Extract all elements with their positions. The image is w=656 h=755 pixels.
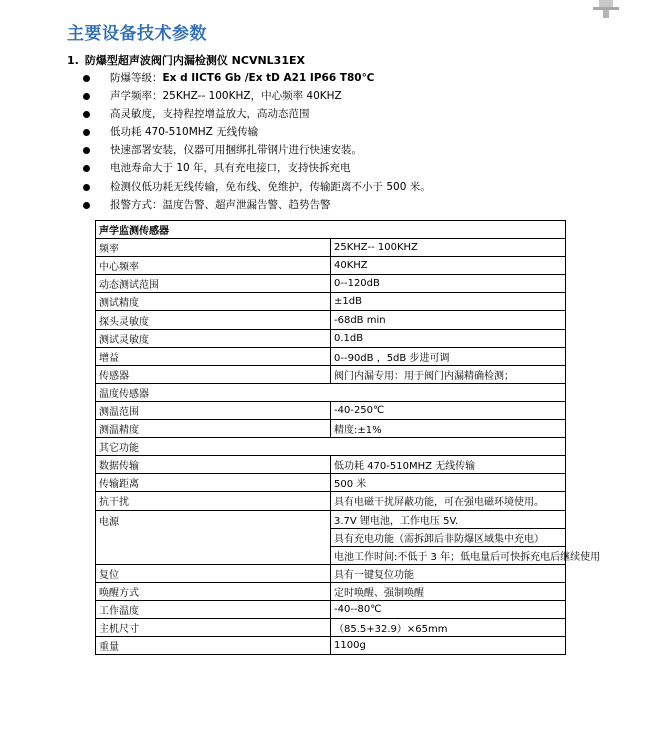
table-row <box>96 293 566 311</box>
param-value: 25KHZ-- 100KHZ <box>331 239 566 257</box>
param-label: 探头灵敏度 <box>96 311 331 329</box>
param-label: 电源 <box>96 510 331 564</box>
table-row <box>96 420 566 438</box>
table-row <box>96 564 566 582</box>
bullet-dot-icon <box>83 165 90 172</box>
feature-text: 报警方式：温度告警、超声泄漏告警、趋势告警 <box>110 198 331 211</box>
param-value: 3.7V 锂电池，工作电压 5V. <box>331 510 566 528</box>
param-label: 数据传输 <box>96 456 331 474</box>
section-title <box>67 52 305 68</box>
param-label: 重量 <box>96 637 331 655</box>
param-label: 测试精度 <box>96 293 331 311</box>
feature-text: 电池寿命大于 10 年，具有充电接口，支持快拆充电 <box>110 162 351 175</box>
param-value: 1100g <box>331 637 566 655</box>
table-title-row <box>96 221 566 239</box>
param-label: 唤醒方式 <box>96 582 331 600</box>
param-value: 40KHZ <box>331 257 566 275</box>
param-label: 测温范围 <box>96 401 331 419</box>
device-thumbnail-icon <box>593 0 619 18</box>
feature-text: 快速部署安装，仪器可用捆绑扎带钢片进行快速安装。 <box>110 144 362 157</box>
table-row <box>96 347 566 365</box>
param-label: 动态测试范围 <box>96 275 331 293</box>
param-label: 复位 <box>96 564 331 582</box>
param-value: 电池工作时间:不低于 3 年；低电量后可快拆充电后继续使用 <box>331 546 566 564</box>
section-number: 1. <box>67 54 79 67</box>
feature-value: Ex d IICT6 Gb /Ex tD A21 IP66 T80℃ <box>162 72 375 84</box>
feature-label: 声学频率： <box>110 90 163 103</box>
param-label: 传输距离 <box>96 474 331 492</box>
table-row <box>96 365 566 383</box>
table-section-label: 其它功能 <box>96 438 566 456</box>
feature-text: 检测仪低功耗无线传输，免布线、免维护，传输距离不小于 500 米。 <box>110 180 431 193</box>
table-row <box>96 492 566 510</box>
param-value: 具有充电功能（需拆卸后非防爆区域集中充电） <box>331 528 566 546</box>
param-value: 具有一键复位功能 <box>331 564 566 582</box>
feature-text: 低功耗 470-510MHZ 无线传输 <box>110 126 259 139</box>
param-value: -68dB min <box>331 311 566 329</box>
param-label: 工作温度 <box>96 600 331 618</box>
param-value: 阀门内漏专用：用于阀门内漏精确检测； <box>331 365 566 383</box>
table-row <box>96 582 566 600</box>
param-value: 具有电磁干扰屏蔽功能，可在强电磁环境使用。 <box>331 492 566 510</box>
feature-value: 25KHZ-- 100KHZ，中心频率 40KHZ <box>162 90 342 103</box>
param-value: 500 米 <box>331 474 566 492</box>
table-section-row <box>96 438 566 456</box>
param-value: 0--120dB <box>331 275 566 293</box>
bullet-dot-icon <box>83 202 90 209</box>
bullet-dot-icon <box>83 75 90 82</box>
feature-label: 防爆等级： <box>110 72 163 84</box>
section-title-text: 防爆型超声波阀门内漏检测仪 NCVNL31EX <box>84 54 305 67</box>
param-label: 测试灵敏度 <box>96 329 331 347</box>
table-row <box>96 311 566 329</box>
param-label: 频率 <box>96 239 331 257</box>
bullet-dot-icon <box>83 111 90 118</box>
table-row <box>96 474 566 492</box>
table-row <box>96 456 566 474</box>
table-title: 声学监测传感器 <box>96 221 566 239</box>
bullet-dot-icon <box>83 93 90 100</box>
param-value: 低功耗 470-510MHZ 无线传输 <box>331 456 566 474</box>
bullet-dot-icon <box>83 129 90 136</box>
param-value: ±1dB <box>331 293 566 311</box>
param-label: 中心频率 <box>96 257 331 275</box>
feature-text: 高灵敏度，支持程控增益放大，高动态范围 <box>110 108 310 121</box>
table-section-label: 温度传感器 <box>96 383 566 401</box>
spec-table <box>95 220 601 655</box>
param-label: 抗干扰 <box>96 492 331 510</box>
table-row <box>96 619 566 637</box>
param-value: -40--80℃ <box>331 600 566 618</box>
bullet-dot-icon <box>83 184 90 191</box>
table-row <box>96 329 566 347</box>
param-value: -40-250℃ <box>331 401 566 419</box>
param-label: 增益 <box>96 347 331 365</box>
table-row <box>96 510 566 528</box>
param-value: 精度:±1% <box>331 420 566 438</box>
table-row <box>96 600 566 618</box>
table-row <box>96 401 566 419</box>
page-heading: 主要设备技术参数 <box>67 24 207 44</box>
param-label: 测温精度 <box>96 420 331 438</box>
param-value: （85.5+32.9）×65mm <box>331 619 566 637</box>
table-row <box>96 275 566 293</box>
table-row <box>96 239 566 257</box>
bullet-dot-icon <box>83 147 90 154</box>
table-section-row <box>96 383 566 401</box>
table-row <box>96 257 566 275</box>
param-value: 0.1dB <box>331 329 566 347</box>
param-label: 主机尺寸 <box>96 619 331 637</box>
param-value: 定时唤醒、强制唤醒 <box>331 582 566 600</box>
param-value: 0--90dB ，5dB 步进可调 <box>331 347 566 365</box>
table-row <box>96 637 566 655</box>
param-label: 传感器 <box>96 365 331 383</box>
